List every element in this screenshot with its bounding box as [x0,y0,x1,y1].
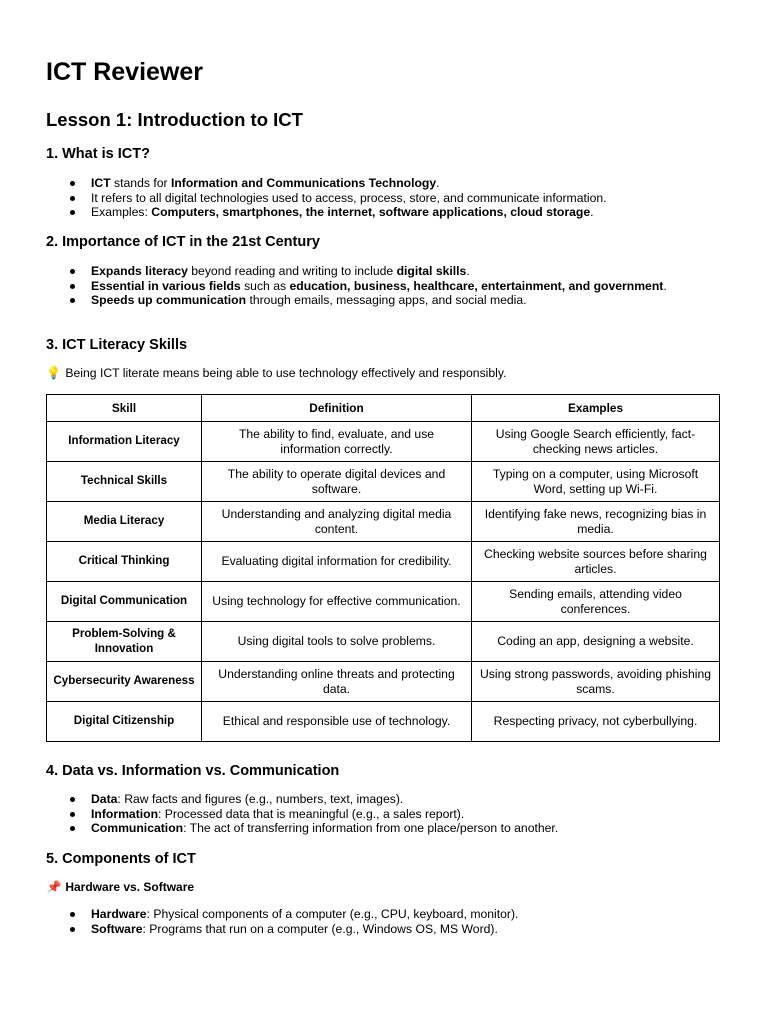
table-row [47,542,720,582]
table-row [47,422,720,462]
list-item: Software: Programs that run on a computer (e.g., Windows OS, MS Word). [46,922,720,937]
skill-cell: Problem-Solving & Innovation [47,622,202,662]
pushpin-icon: 📌 [46,880,62,894]
table-row [47,462,720,502]
list-item: Hardware: Physical components of a computer (e.g., CPU, keyboard, monitor). [46,907,720,922]
list-item: Essential in various fields such as education, business, healthcare, entertainment, and government. [46,279,720,294]
definition-cell: Evaluating digital information for credibility. [202,542,472,582]
skill-cell: Technical Skills [47,462,202,502]
column-header-skill: Skill [47,395,202,422]
ict-skills-table [46,394,720,742]
section-4-list [46,792,720,836]
list-item: It refers to all digital technologies used to access, process, store, and communicate information. [46,191,720,206]
examples-cell: Coding an app, designing a website. [472,622,720,662]
definition-cell: The ability to operate digital devices and software. [202,462,472,502]
examples-cell: Identifying fake news, recognizing bias in media. [472,502,720,542]
list-item: ICT stands for Information and Communications Technology. [46,176,720,191]
column-header-definition: Definition [202,395,472,422]
lesson-title: Lesson 1: Introduction to ICT [46,109,303,130]
skill-cell: Critical Thinking [47,542,202,582]
list-item: Information: Processed data that is meaningful (e.g., a sales report). [46,807,720,822]
examples-cell: Using strong passwords, avoiding phishing scams. [472,662,720,702]
list-item: Communication: The act of transferring information from one place/person to another. [46,821,720,836]
table-row [47,702,720,742]
definition-cell: The ability to find, evaluate, and use information correctly. [202,422,472,462]
definition-cell: Ethical and responsible use of technology. [202,702,472,742]
skill-cell: Media Literacy [47,502,202,542]
section-2-heading: 2. Importance of ICT in the 21st Century [46,234,320,250]
examples-cell: Typing on a computer, using Microsoft Word, setting up Wi-Fi. [472,462,720,502]
skill-cell: Digital Communication [47,582,202,622]
table-row [47,582,720,622]
section-1-list [46,176,720,220]
list-item: Expands literacy beyond reading and writing to include digital skills. [46,264,720,279]
examples-cell: Sending emails, attending video conferences. [472,582,720,622]
lightbulb-icon: 💡 [46,366,62,380]
table-row [47,622,720,662]
section-2-list [46,264,720,308]
definition-cell: Using digital tools to solve problems. [202,622,472,662]
section-1-heading: 1. What is ICT? [46,146,150,162]
definition-cell: Understanding online threats and protecting data. [202,662,472,702]
document-title: ICT Reviewer [46,58,204,86]
examples-cell: Respecting privacy, not cyberbullying. [472,702,720,742]
list-item: Examples: Computers, smartphones, the internet, software applications, cloud storage. [46,205,720,220]
list-item: Speeds up communication through emails, messaging apps, and social media. [46,293,720,308]
skill-cell: Cybersecurity Awareness [47,662,202,702]
section-5-list [46,907,720,936]
section-4-heading: 4. Data vs. Information vs. Communication [46,763,340,779]
literacy-note: 💡 Being ICT literate means being able to use technology effectively and responsibly. [46,366,507,380]
examples-cell: Checking website sources before sharing articles. [472,542,720,582]
list-item: Data: Raw facts and figures (e.g., numbers, text, images). [46,792,720,807]
definition-cell: Understanding and analyzing digital media content. [202,502,472,542]
hardware-software-subheading: 📌 Hardware vs. Software [46,880,195,894]
skill-cell: Information Literacy [47,422,202,462]
definition-cell: Using technology for effective communication. [202,582,472,622]
section-3-heading: 3. ICT Literacy Skills [46,337,188,353]
skill-cell: Digital Citizenship [47,702,202,742]
examples-cell: Using Google Search efficiently, fact-checking news articles. [472,422,720,462]
section-5-heading: 5. Components of ICT [46,851,196,867]
table-row [47,502,720,542]
column-header-examples: Examples [472,395,720,422]
table-row [47,662,720,702]
table-header-row [47,395,720,422]
